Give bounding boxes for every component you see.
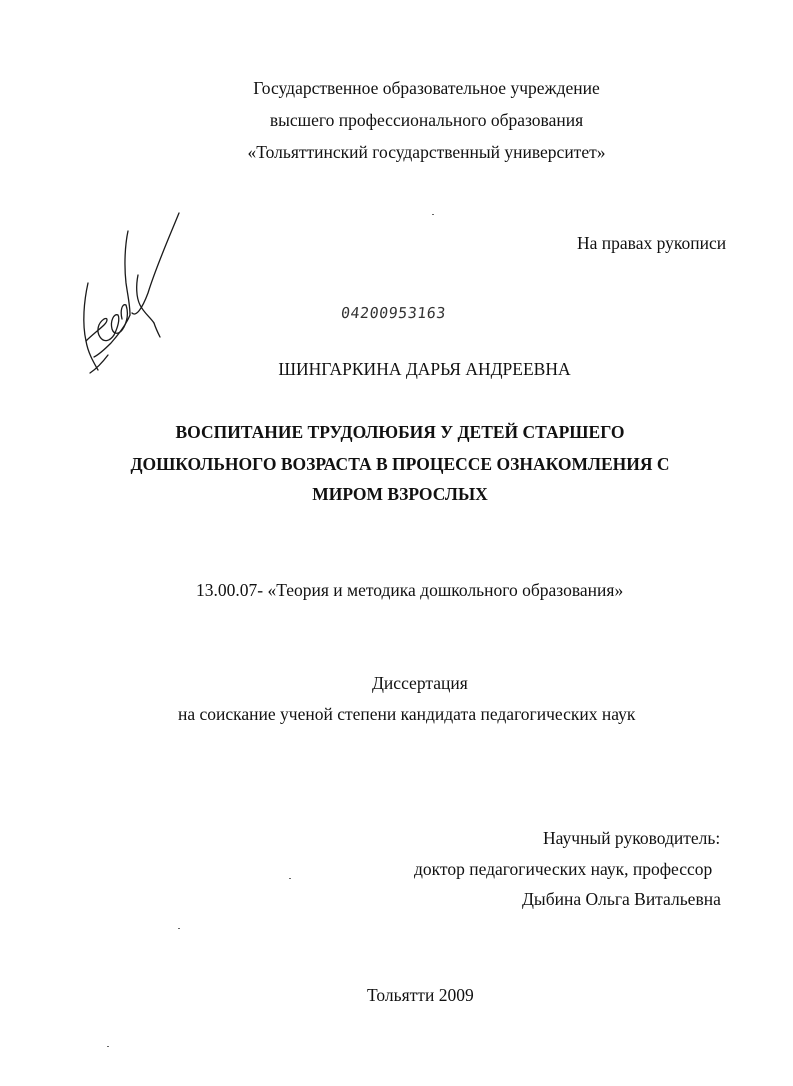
supervisor-degree: доктор педагогических наук, профессор (414, 859, 713, 879)
rights-note: На правах рукописи (577, 233, 727, 253)
handwritten-signature (78, 205, 188, 380)
scan-speck (289, 878, 291, 879)
degree-sought: на соискание ученой степени кандидата педагогических наук (178, 704, 636, 724)
scan-speck (178, 928, 180, 929)
scan-speck (432, 214, 434, 215)
title-line-2: ДОШКОЛЬНОГО ВОЗРАСТА В ПРОЦЕССЕ ОЗНАКОМЛЕНИЯ С (130, 454, 670, 474)
author-name: ШИНГАРКИНА ДАРЬЯ АНДРЕЕВНА (278, 359, 571, 379)
institution-line-2: высшего профессионального образования (269, 110, 584, 130)
title-line-1: ВОСПИТАНИЕ ТРУДОЛЮБИЯ У ДЕТЕЙ СТАРШЕГО (175, 422, 625, 442)
scan-speck (107, 1046, 109, 1047)
supervisor-name: Дыбина Ольга Витальевна (522, 889, 721, 909)
institution-line-1: Государственное образовательное учреждение (253, 78, 600, 98)
dissertation-label: Диссертация (372, 673, 468, 693)
specialty-code: 13.00.07- «Теория и методика дошкольного образования» (196, 580, 624, 600)
supervisor-label: Научный руководитель: (543, 828, 721, 848)
title-line-3: МИРОМ ВЗРОСЛЫХ (312, 484, 488, 504)
institution-line-3: «Тольяттинский государственный университет» (247, 142, 606, 162)
archive-serial-number: 04200953163 (340, 304, 447, 322)
place-and-year: Тольятти 2009 (367, 985, 474, 1005)
